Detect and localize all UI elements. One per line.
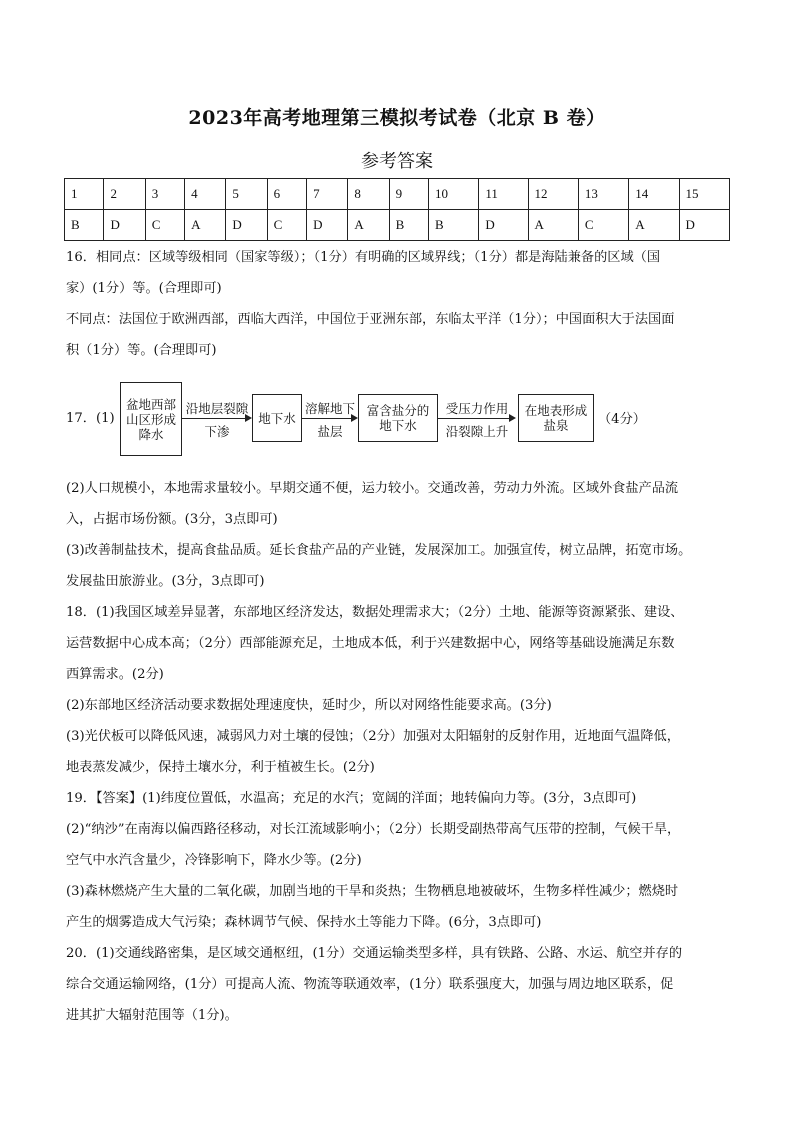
answer-table: [64, 178, 730, 241]
question-number-cell: 6: [267, 179, 306, 210]
answer-table-answer-row: [65, 210, 730, 241]
flowchart-score: （4分）: [598, 412, 646, 427]
answer-cell: B: [65, 210, 104, 241]
question-number-cell: 11: [479, 179, 528, 210]
q20-line-2: 综合交通运输网络，(1分）可提高人流、物流等联通效率，(1分）联系强度大，加强与周边地区联系，促: [66, 977, 674, 992]
answer-cell: C: [267, 210, 306, 241]
question-number-cell: 4: [185, 179, 226, 210]
q19-2-line-1: (2)“纳沙”在南海以偏西路径移动，对长江流域影响小；（2分）长期受副热带高气压带的控制，气候干旱，: [66, 822, 681, 837]
q18-3-line-1: (3)光伏板可以降低风速，减弱风力对土壤的侵蚀；（2分）加强对太阳辐射的反射作用，近地面气温降低，: [66, 729, 680, 744]
question-number-cell: 1: [65, 179, 104, 210]
answer-cell: C: [578, 210, 628, 241]
q17-3-line-1: (3)改善制盐技术，提高食盐品质。延长食盐产品的产业链，发展深加工。加强宣传，树立品牌，拓宽市场。: [66, 543, 692, 558]
answer-cell: A: [348, 210, 389, 241]
answer-cell: C: [145, 210, 184, 241]
q17-3-line-2: 发展盐田旅游业。(3分，3点即可): [66, 574, 265, 589]
flow-arrow-3: [438, 418, 514, 419]
arrow-2-top-label: 溶解地下: [304, 401, 355, 416]
flow-box-3-line-1: 富含盐分的: [366, 403, 430, 418]
q19-3-line-2: 产生的烟雾造成大气污染；森林调节气候、保持水土等能力下降。(6分，3点即可): [66, 915, 542, 930]
arrow-3-top-label: 受压力作用: [445, 401, 509, 416]
answer-cell: A: [185, 210, 226, 241]
question-number-cell: 3: [145, 179, 184, 210]
flow-box-salt-spring: [518, 394, 594, 442]
q17-2-line-1: (2)人口规模小，本地需求量较小。早期交通不便，运力较小。交通改善，劳动力外流。区域外食盐产品流: [66, 481, 679, 496]
arrow-1-top-label: 沿地层裂隙: [185, 401, 249, 416]
q17-2-line-2: 入，占据市场份额。(3分，3点即可): [66, 512, 278, 527]
question-number-cell: 7: [307, 179, 348, 210]
answer-cell: D: [479, 210, 528, 241]
page-subtitle: 参考答案: [361, 151, 433, 172]
answer-table-number-row: [65, 179, 730, 210]
arrow-3-bottom-label: 沿裂隙上升: [445, 424, 509, 439]
flow-arrow-1: [182, 418, 250, 419]
flow-box-3-line-2: 地下水: [379, 418, 417, 433]
q19-3-line-1: (3)森林燃烧产生大量的二氧化碳，加剧当地的干旱和炎热；生物栖息地被破坏，生物多样性减少；燃烧时: [66, 884, 679, 899]
flow-arrow-2: [302, 418, 356, 419]
q16-line-3: 不同点：法国位于欧洲西部，西临大西洋，中国位于亚洲东部，东临太平洋（1分）；中国面积大于法国面: [66, 312, 675, 327]
q18-1-line-2: 运营数据中心成本高；（2分）西部能源充足，土地成本低，利于兴建数据中心，网络等基础设施满足东数: [66, 636, 675, 651]
flow-box-groundwater: 地下水: [252, 394, 302, 442]
q19-2-line-2: 空气中水汽含量少，冷锋影响下，降水少等。(2分): [66, 853, 362, 868]
page-title: 2023年高考地理第三模拟考试卷（北京 B 卷）: [188, 107, 606, 129]
question-number-cell: 10: [429, 179, 479, 210]
flow-box-1-line-2: 山区形成: [125, 411, 176, 427]
q19-1-line: 19．【答案】(1)纬度位置低，水温高；充足的水汽；宽阔的洋面；地转偏向力等。(3分，3点即可): [66, 791, 637, 806]
answer-cell: D: [104, 210, 145, 241]
q16-line-1: 16．相同点：区域等级相同（国家等级）；（1分）有明确的区域界线；（1分）都是海陆兼备的区域（国: [66, 250, 661, 265]
question-number-cell: 8: [348, 179, 389, 210]
question-number-cell: 12: [528, 179, 578, 210]
flowchart: [66, 382, 746, 458]
question-number-cell: 14: [629, 179, 679, 210]
flow-box-salty-groundwater: [358, 394, 438, 442]
q18-3-line-2: 地表蒸发减少，保持土壤水分，利于植被生长。(2分): [66, 760, 375, 775]
q18-2-line: (2)东部地区经济活动要求数据处理速度快，延时少，所以对网络性能要求高。(3分): [66, 698, 552, 713]
q16-line-4: 积（1分）等。(合理即可): [66, 343, 217, 358]
q20-line-3: 进其扩大辐射范围等（1分)。: [66, 1008, 238, 1023]
flow-box-1-line-3: 降水: [138, 426, 164, 442]
q18-1-line-1: 18．(1)我国区域差异显著，东部地区经济发达，数据处理需求大；（2分）土地、能源等资源紧张、建设、: [66, 605, 684, 620]
flow-box-4-line-2: 盐泉: [543, 418, 569, 433]
q18-1-line-3: 西算需求。(2分): [66, 667, 164, 682]
answer-cell: D: [307, 210, 348, 241]
flow-box-precipitation: [120, 382, 182, 456]
flowchart-label: 17．(1): [66, 411, 115, 426]
answer-cell: B: [429, 210, 479, 241]
answer-cell: A: [629, 210, 679, 241]
flow-box-1-line-1: 盆地西部: [125, 396, 176, 412]
answer-cell: D: [679, 210, 729, 241]
flow-box-4-line-1: 在地表形成: [524, 403, 588, 418]
arrow-1-bottom-label: 下渗: [204, 424, 230, 439]
question-number-cell: 13: [578, 179, 628, 210]
question-number-cell: 15: [679, 179, 729, 210]
answer-cell: B: [389, 210, 428, 241]
question-number-cell: 5: [226, 179, 267, 210]
arrow-2-bottom-label: 盐层: [317, 424, 343, 439]
answer-cell: D: [226, 210, 267, 241]
question-number-cell: 9: [389, 179, 428, 210]
answer-cell: A: [528, 210, 578, 241]
question-number-cell: 2: [104, 179, 145, 210]
q20-line-1: 20．(1)交通线路密集，是区域交通枢纽，(1分）交通运输类型多样，具有铁路、公路、水运、航空并存的: [66, 946, 683, 961]
q16-line-2: 家）(1分）等。(合理即可): [66, 281, 222, 296]
